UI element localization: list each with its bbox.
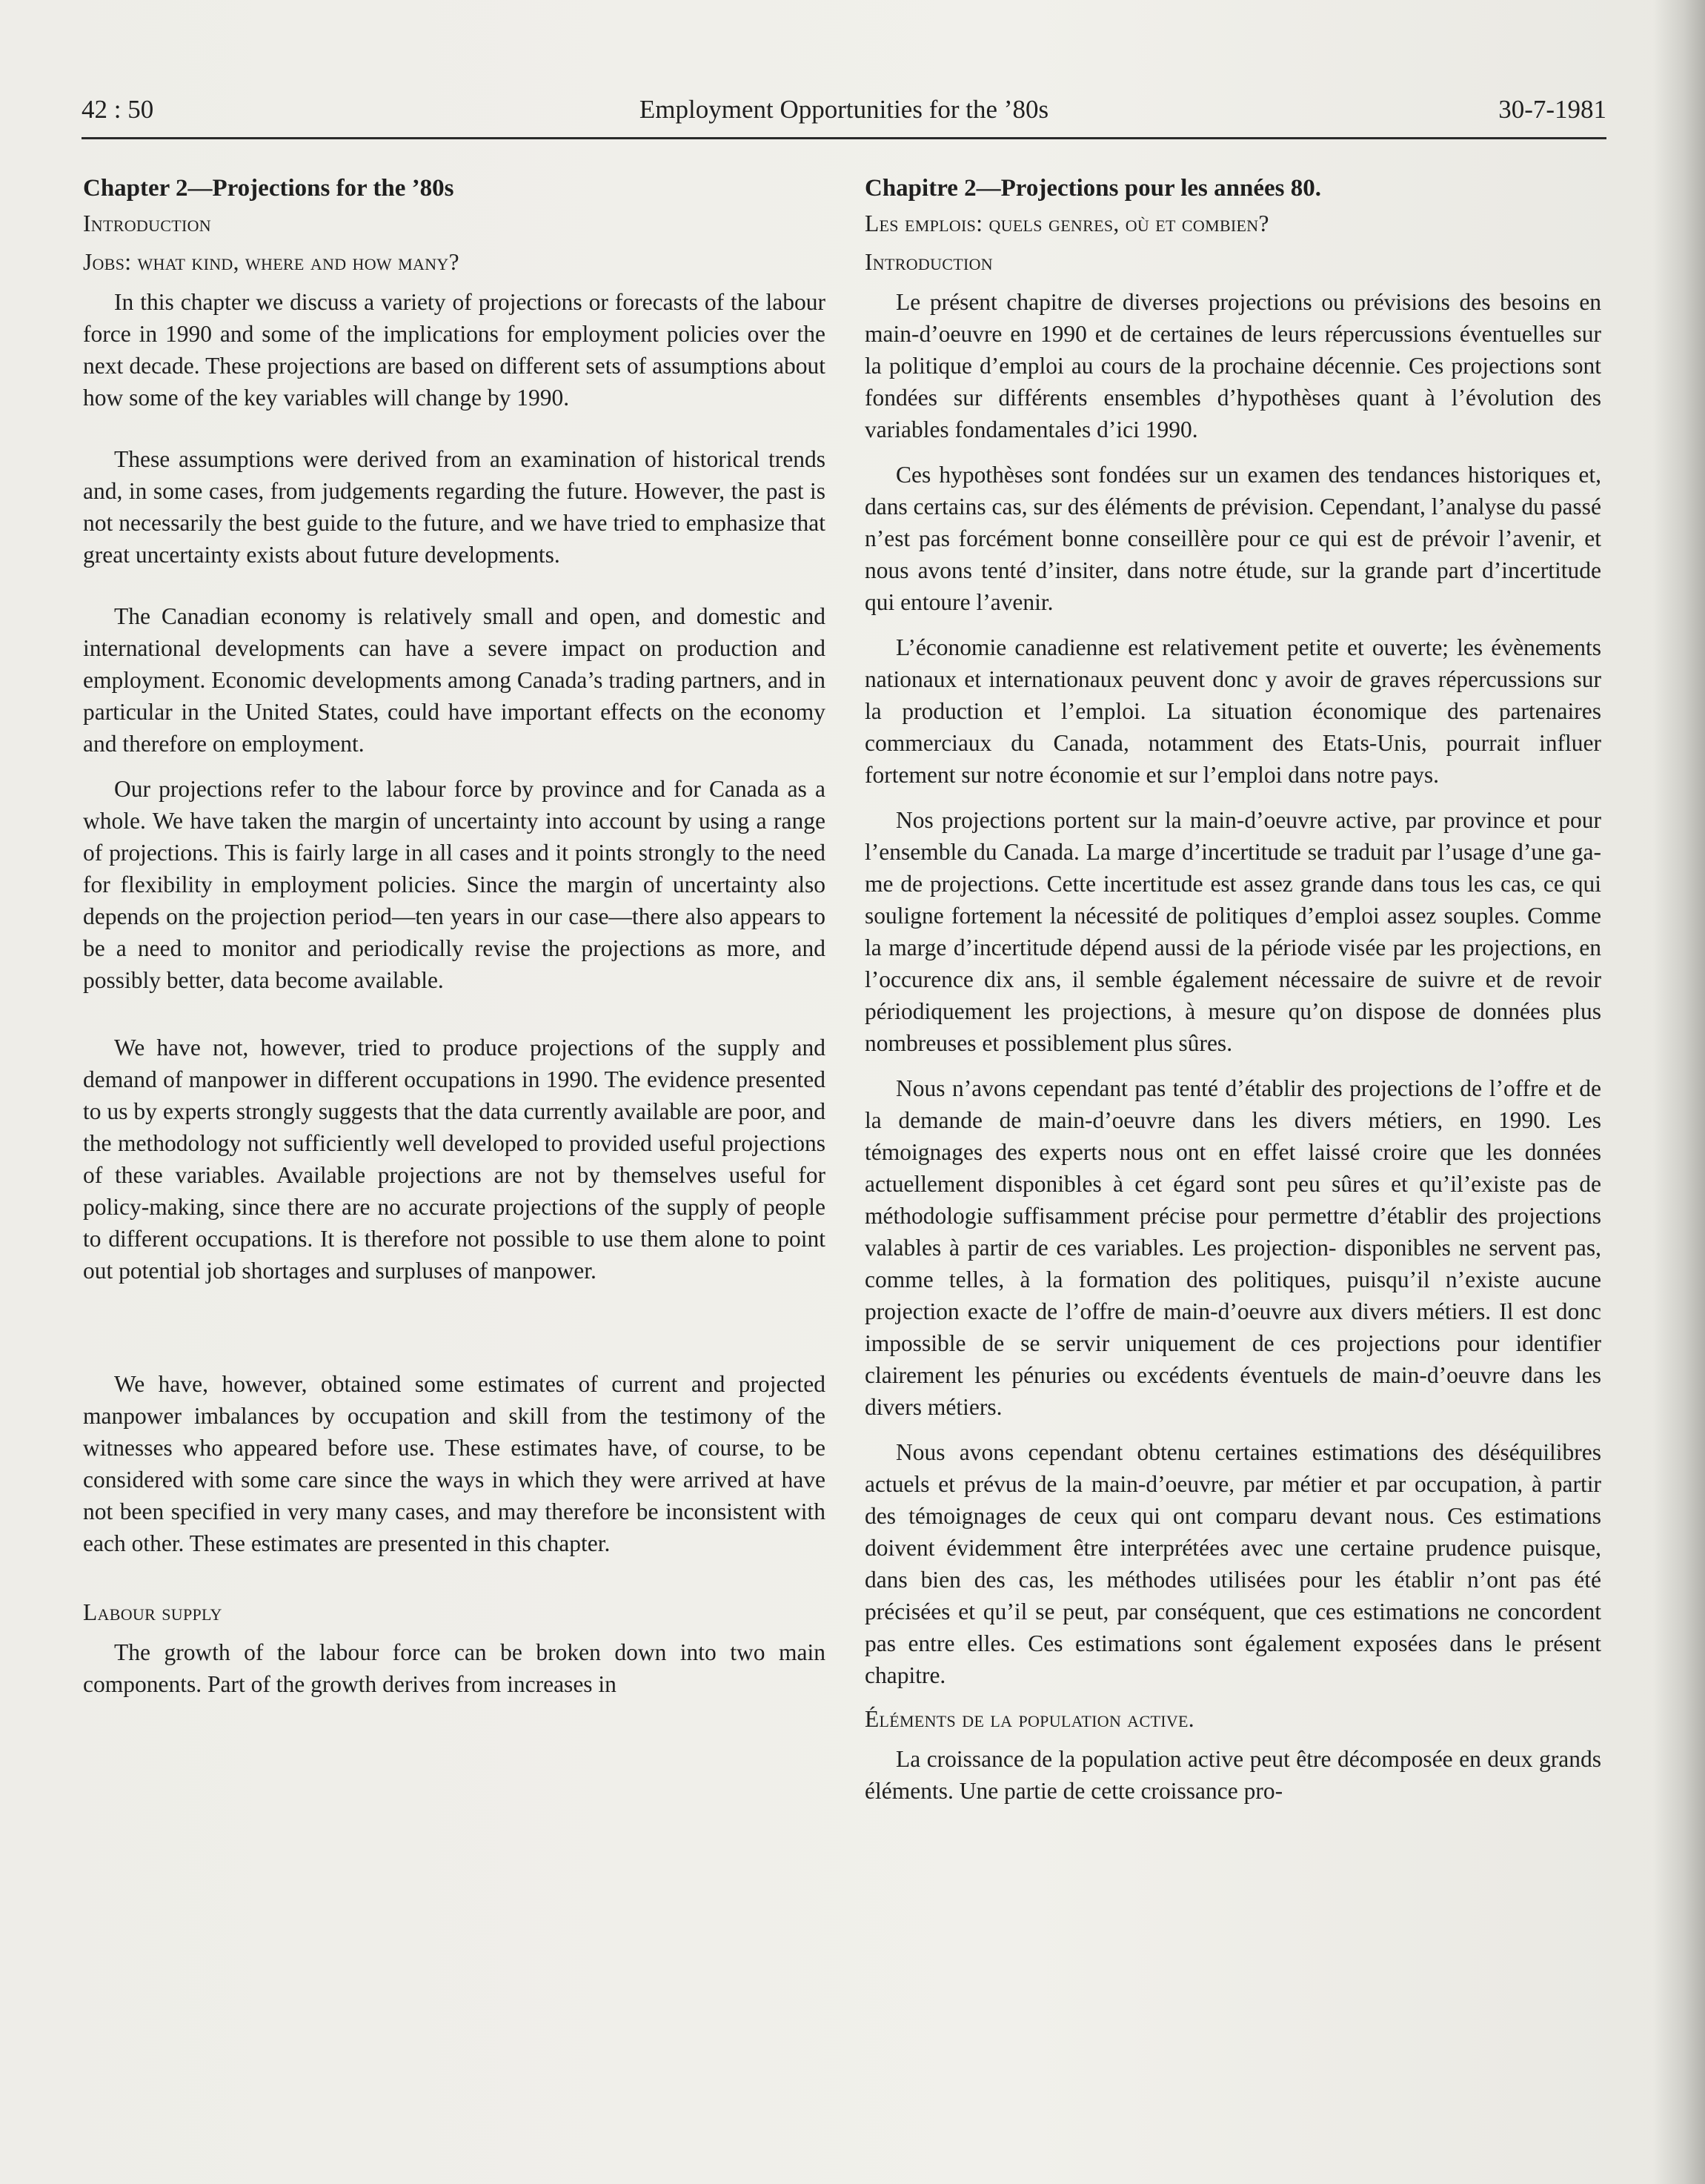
english-section-introduction: Introduction [83, 210, 211, 236]
english-paragraph: The Canadian economy is relatively small and open, and domestic and international developments can have a severe impact on production and employment. Economic developments among Canada’s trading partners, and in particular in the United States, could have important effects on the economy and therefore on employment. [83, 603, 825, 757]
french-paragraph: Nos projections portent sur la main-d’oeuvre active, par province et pour l’ensemble du Canada. La marge d’incertitude se traduit par l’usage d’une ga-me de projections. Cette incertitude est assez grande dans tous les cas, ce qui souligne fortement la nécessité de politiques d’emploi assez souples. Comme la marge d’incertitude dépend aussi de la période visée par les projections, en l’occurence dix ans, il semble également nécessaire de suivre et de revoir périodiquement les projections, à mesure qu’on dispose de données plus nombreuses et possiblement plus sûres. [865, 807, 1601, 1056]
english-paragraph: These assumptions were derived from an examination of historical trends and, in some cases, from judgements regarding the future. However, the past is not necessarily the best guide to the future, and we have tried to emphasize that great uncertainty exists about future developments. [83, 446, 825, 568]
english-section-jobs: Jobs: what kind, where and how many? [83, 249, 459, 275]
french-section-labour-supply: Éléments de la population active. [865, 1706, 1194, 1732]
header-rule [82, 137, 1606, 139]
french-column [865, 172, 1601, 1807]
english-column [83, 172, 825, 1700]
publication-title: Employment Opportunities for the ’80s [639, 95, 1049, 124]
french-section-introduction: Introduction [865, 249, 993, 275]
french-section-jobs: Les emplois: quels genres, où et combien? [865, 210, 1269, 236]
header-date: 30-7-1981 [1498, 95, 1606, 124]
english-paragraph: The growth of the labour force can be broken down into two main components. Part of the growth derives from increases in [83, 1639, 825, 1697]
english-paragraph: Our projections refer to the labour force by province and for Canada as a whole. We have taken the margin of uncertainty into account by using a range of projections. This is fairly large in all cases and it points strongly to the need for flexibility in employment policies. Since the margin of uncertainty also depends on the projection period—ten years in our case—there also appears to be a need to monitor and periodically revise the projections as more, and possibly better, data become available. [83, 776, 825, 993]
french-paragraph: Ces hypothèses sont fondées sur un examen des tendances historiques et, dans certains cas, sur des éléments de prévision. Cependant, l’analyse du passé n’est pas forcément bonne conseillère pour ce qui est de prévoir l’avenir, et nous avons tenté d’insiter, dans notre étude, sur la grande part d’incertitude qui entoure l’avenir. [865, 462, 1601, 615]
french-paragraph: Le présent chapitre de diverses projections ou prévisions des besoins en main-d’oeuvre en 1990 et de certaines de leurs répercussions éventuelles sur la politique d’emploi au cours de la prochaine décennie. Ces projections sont fondées sur différents ensembles d’hypothèses quant à l’évolution des variables fondamentales d’ici 1990. [865, 289, 1601, 442]
english-paragraph: We have, however, obtained some estimates of current and projected manpower imbalances by occupation and skill from the testimony of the witnesses who appeared before use. These estimates have, of course, to be considered with some care since the ways in which they were arrived at have not been specified in very many cases, and may therefore be inconsistent with each other. These estimates are presented in this chapter. [83, 1371, 825, 1556]
english-paragraph: In this chapter we discuss a variety of projections or forecasts of the labour force in 1990 and some of the implications for employment policies over the next decade. These projections are based on different sets of assumptions about how some of the key variables will change by 1990. [83, 289, 825, 411]
running-header [82, 95, 1606, 135]
english-section-labour-supply: Labour supply [83, 1599, 222, 1625]
french-chapter-title: Chapitre 2—Projections pour les années 80. [865, 175, 1321, 202]
page-binding-shadow [1653, 0, 1705, 2184]
french-paragraph: Nous avons cependant obtenu certaines estimations des déséquilibres actuels et prévus de la main-d’oeuvre, par métier et par occupation, à partir des témoignages de ceux qui ont comparu devant nous. Ces estimations doivent évidemment être interprétées avec une certaine prudence puisque, dans bien des cas, les méthodes utilisées pour les établir n’ont pas été précisées et qu’il se peut, par conséquent, que ces estimations ne concordent pas entre elles. Ces estimations sont également exposées dans le présent chapitre. [865, 1439, 1601, 1688]
french-paragraph: Nous n’avons cependant pas tenté d’établir des projections de l’offre et de la demande de main-d’oeuvre dans les divers métiers, en 1990. Les témoignages des experts nous ont en effet laissé croire que les données actuellement disponibles à cet égard sont peu sûres et qu’il’existe pas de méthodologie suffisamment précise pour permettre d’établir des projections valables à partir de ces variables. Les projection- disponibles ne servent pas, comme telles, à la formation des politiques, puisqu’il n’existe aucune projection exacte de l’offre de main-d’oeuvre aux divers métiers. Il est donc impossible de se servir uniquement de ces projections pour identifier clairement les pénuries ou excédents éventuels de main-d’oeuvre dans les divers métiers. [865, 1075, 1601, 1420]
french-paragraph: La croissance de la population active peut être décomposée en deux grands éléments. Une partie de cette croissance pro- [865, 1746, 1601, 1804]
english-paragraph: We have not, however, tried to produce projections of the supply and demand of manpower in different occupations in 1990. The evidence presented to us by experts strongly suggests that the data currently available are poor, and the methodology not sufficiently well developed to provided useful projections of these variables. Available projections are not by themselves useful for policy-making, since there are no accurate projections of the supply of people to different occupations. It is therefore not possible to use them alone to point out potential job shortages and surpluses of manpower. [83, 1035, 825, 1284]
page-number: 42 : 50 [82, 95, 154, 124]
french-paragraph: L’économie canadienne est relativement petite et ouverte; les évènements nationaux et internationaux peuvent donc y avoir de graves répercussions sur la production et l’emploi. La situation économique des partenaires commerciaux du Canada, notamment des Etats-Unis, pourrait influer fortement sur notre économie et sur l’emploi dans notre pays. [865, 634, 1601, 788]
english-chapter-title: Chapter 2—Projections for the ’80s [83, 175, 454, 202]
